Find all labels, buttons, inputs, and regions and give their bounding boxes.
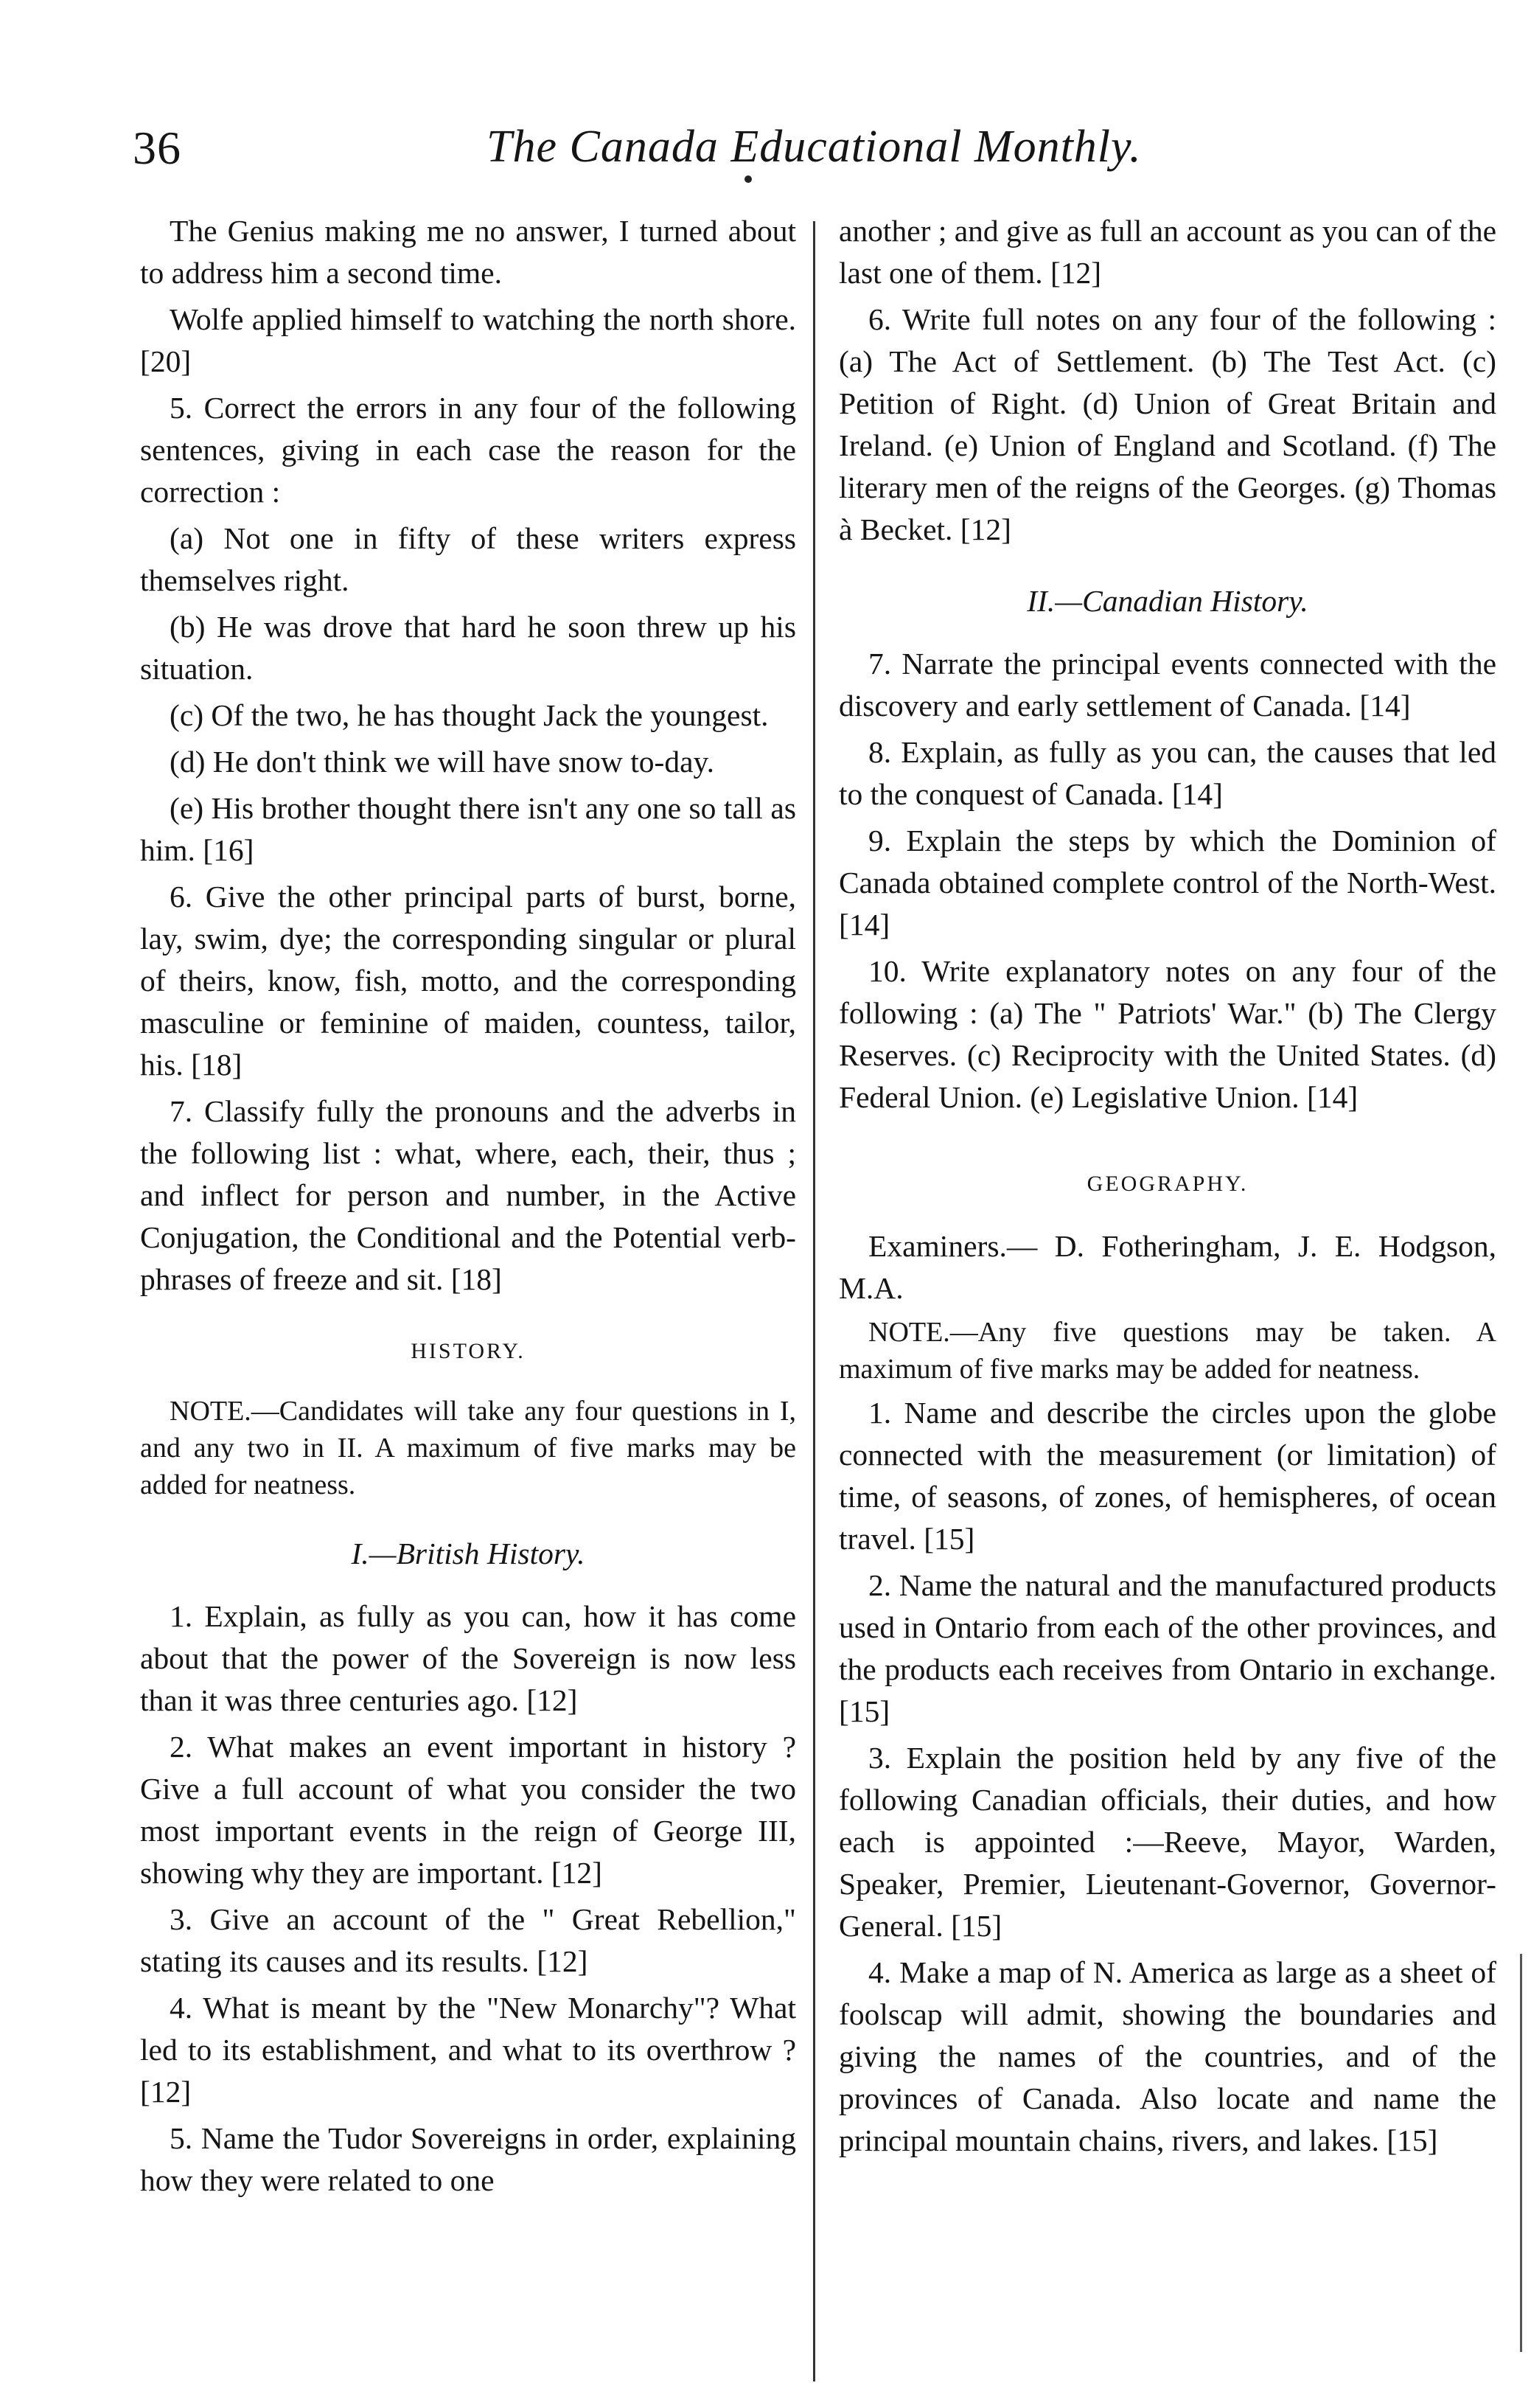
page-edge-rule [1520, 1954, 1522, 2352]
geography-question-2: 2. Name the natural and the manufactured products used in Ontario from each of the other provinces, and the products each receives from Ontario in exchange. [15] [839, 1568, 1496, 1728]
question-7: 7. Classify fully the pronouns and the adverbs in the following list : what, where, each, their, thus ; and inflect for person and number, in the Active Conjugation, the Conditional and the Potential verb-phrases of freeze and sit. [18] [140, 1094, 796, 1296]
geography-heading: GEOGRAPHY. [1087, 1172, 1249, 1196]
geography-question-3: 3. Explain the position held by any five of the following Canadian officials, their duties, and how each is appointed :—Reeve, Mayor, Warden, Speaker, Premier, Lieutenant-Governor, Governor-General. [15] [839, 1741, 1496, 1943]
header-dot [744, 175, 752, 183]
history-heading: HISTORY. [411, 1339, 526, 1363]
column-rule [813, 221, 815, 2381]
history-question-5-continued: another ; and give as full an account as you can of the last one of them. [12] [839, 214, 1496, 290]
question-5d: (d) He don't think we will have snow to-day. [170, 745, 714, 779]
british-history-heading: I.—British History. [351, 1537, 585, 1570]
history-question-6: 6. Write full notes on any four of the following : (a) The Act of Settlement. (b) The Test Act. (c) Petition of Right. (d) Union of Great Britain and Ireland. (e) Union of England and Scotland. (f) The literary men of the reigns of the Georges. (g) Thomas à Becket. [12] [839, 302, 1496, 546]
geography-question-4: 4. Make a map of N. America as large as a sheet of foolscap will admit, showing the boundaries and giving the names of the countries, and of the provinces of Canada. Also locate and name the principal mountain chains, rivers, and lakes. [15] [839, 1955, 1496, 2157]
canadian-history-heading: II.—Canadian History. [1027, 584, 1308, 618]
history-question-7: 7. Narrate the principal events connected with the discovery and early settlement of Canada. [14] [839, 647, 1496, 723]
right-column [839, 210, 1496, 2166]
history-note: NOTE.—Candidates will take any four questions in I, and any two in II. A maximum of five marks may be added for neatness. [140, 1396, 796, 1500]
question-5a: (a) Not one in fifty of these writers express themselves right. [140, 521, 796, 597]
geography-question-1: 1. Name and describe the circles upon the globe connected with the measurement (or limitation) of time, of seasons, of zones, of hemispheres, of ocean travel. [15] [839, 1396, 1496, 1556]
page-number: 36 [133, 122, 181, 174]
examiners: Examiners.— D. Fotheringham, J. E. Hodgson, M.A. [839, 1229, 1496, 1305]
question-5: 5. Correct the errors in any four of the following sentences, giving in each case the reason for the correction : [140, 391, 796, 509]
left-column [140, 210, 796, 2206]
history-question-1: 1. Explain, as fully as you can, how it has come about that the power of the Sovereign is now less than it was three centuries ago. [12] [140, 1599, 796, 1717]
history-question-9: 9. Explain the steps by which the Dominion of Canada obtained complete control of the North-West. [14] [839, 824, 1496, 942]
history-question-3: 3. Give an account of the " Great Rebellion," stating its causes and its results. [12] [140, 1902, 796, 1978]
question-5b: (b) He was drove that hard he soon threw up his situation. [140, 610, 796, 686]
history-question-2: 2. What makes an event important in history ? Give a full account of what you consider the two most important events in the reign of George III, showing why they are important. [12] [140, 1730, 796, 1890]
running-title: The Canada Educational Monthly. [486, 122, 1142, 172]
history-question-4: 4. What is meant by the "New Monarchy"? What led to its establishment, and what to its overthrow ? [12] [140, 1991, 796, 2109]
paragraph: The Genius making me no answer, I turned about to address him a second time. [140, 214, 796, 290]
history-question-5: 5. Name the Tudor Sovereigns in order, explaining how they were related to one [140, 2121, 796, 2197]
question-6: 6. Give the other principal parts of burst, borne, lay, swim, dye; the corresponding singular or plural of theirs, know, fish, motto, and the corresponding masculine or feminine of maiden, countess, tailor, his. [18] [140, 880, 796, 1082]
history-question-8: 8. Explain, as fully as you can, the causes that led to the conquest of Canada. [14] [839, 735, 1496, 811]
geography-note: NOTE.—Any five questions may be taken. A maximum of five marks may be added for neatness. [839, 1317, 1496, 1385]
page-header [133, 111, 1496, 192]
question-5e: (e) His brother thought there isn't any one so tall as him. [16] [140, 791, 796, 867]
paragraph: Wolfe applied himself to watching the north shore. [20] [140, 302, 796, 378]
history-question-10: 10. Write explanatory notes on any four of the following : (a) The " Patriots' War." (b) The Clergy Reserves. (c) Reciprocity with the United States. (d) Federal Union. (e) Legislative Union. [14] [839, 954, 1496, 1114]
question-5c: (c) Of the two, he has thought Jack the youngest. [170, 698, 769, 732]
